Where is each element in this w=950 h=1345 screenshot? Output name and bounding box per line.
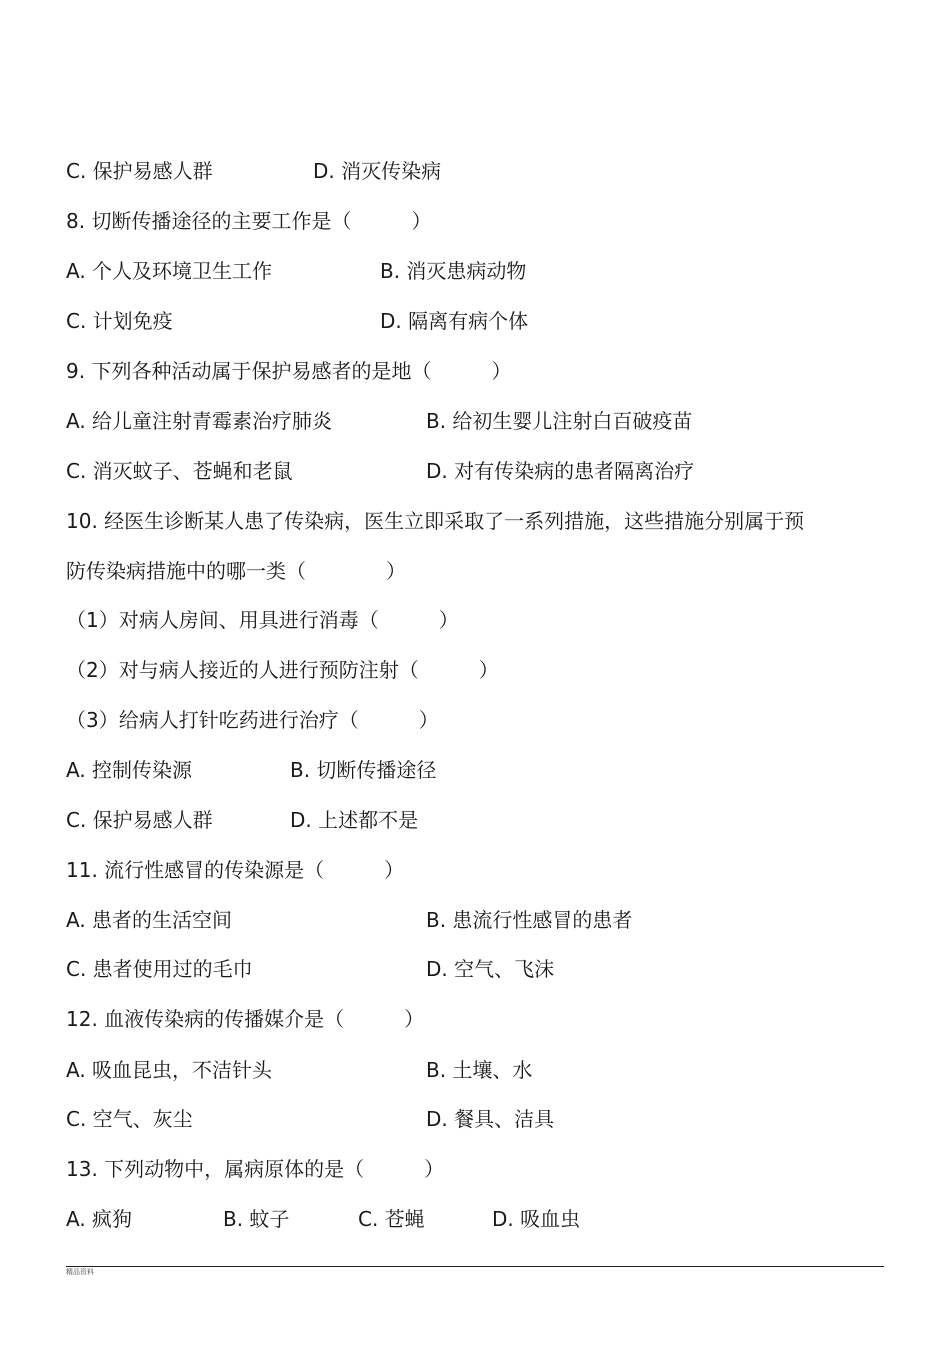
- q13-option-c: C. 苍蝇: [358, 1207, 425, 1231]
- q13-option-a: A. 疯狗: [66, 1207, 133, 1231]
- question-10-sub-1: （1）对病人房间、用具进行消毒（ ）: [66, 608, 459, 632]
- q10-option-a: A. 控制传染源: [66, 758, 193, 782]
- question-12: 12. 血液传染病的传播媒介是（ ）: [66, 1007, 425, 1031]
- q8-option-a: A. 个人及环境卫生工作: [66, 259, 273, 283]
- q12-option-d: D. 餐具、洁具: [426, 1107, 555, 1131]
- q13-option-d: D. 吸血虫: [492, 1207, 581, 1231]
- q10-option-b: B. 切断传播途径: [290, 758, 437, 782]
- question-9: 9. 下列各种活动属于保护易感者的是地（ ）: [66, 359, 512, 383]
- q11-option-a: A. 患者的生活空间: [66, 908, 233, 932]
- q10-option-c: C. 保护易感人群: [66, 808, 213, 832]
- q13-option-b: B. 蚊子: [223, 1207, 290, 1231]
- q8-option-d: D. 隔离有病个体: [380, 309, 529, 333]
- q9-option-b: B. 给初生婴儿注射白百破疫苗: [426, 409, 693, 433]
- q11-option-d: D. 空气、飞沫: [426, 957, 555, 981]
- q9-option-c: C. 消灭蚊子、苍蝇和老鼠: [66, 459, 293, 483]
- footer-divider: [66, 1266, 884, 1267]
- option-c-prev: C. 保护易感人群: [66, 159, 213, 183]
- q12-option-b: B. 土壤、水: [426, 1058, 533, 1082]
- question-10-sub-2: （2）对与病人接近的人进行预防注射（ ）: [66, 658, 499, 682]
- q12-option-c: C. 空气、灰尘: [66, 1107, 193, 1131]
- question-10-line-2: 防传染病措施中的哪一类（ ）: [66, 559, 406, 583]
- q10-option-d: D. 上述都不是: [290, 808, 419, 832]
- option-d-prev: D. 消灭传染病: [313, 159, 442, 183]
- question-13: 13. 下列动物中，属病原体的是（ ）: [66, 1157, 445, 1181]
- question-8: 8. 切断传播途径的主要工作是（ ）: [66, 209, 432, 233]
- question-10-line-1: 10. 经医生诊断某人患了传染病，医生立即采取了一系列措施，这些措施分别属于预: [66, 509, 805, 533]
- q12-option-a: A. 吸血昆虫，不洁针头: [66, 1058, 273, 1082]
- q9-option-d: D. 对有传染病的患者隔离治疗: [426, 459, 695, 483]
- q11-option-b: B. 患流行性感冒的患者: [426, 908, 633, 932]
- footer-label: 精品资料: [66, 1268, 94, 1276]
- q8-option-c: C. 计划免疫: [66, 309, 173, 333]
- q9-option-a: A. 给儿童注射青霉素治疗肺炎: [66, 409, 333, 433]
- q8-option-b: B. 消灭患病动物: [380, 259, 527, 283]
- q11-option-c: C. 患者使用过的毛巾: [66, 957, 253, 981]
- question-10-sub-3: （3）给病人打针吃药进行治疗（ ）: [66, 708, 439, 732]
- question-11: 11. 流行性感冒的传染源是（ ）: [66, 858, 405, 882]
